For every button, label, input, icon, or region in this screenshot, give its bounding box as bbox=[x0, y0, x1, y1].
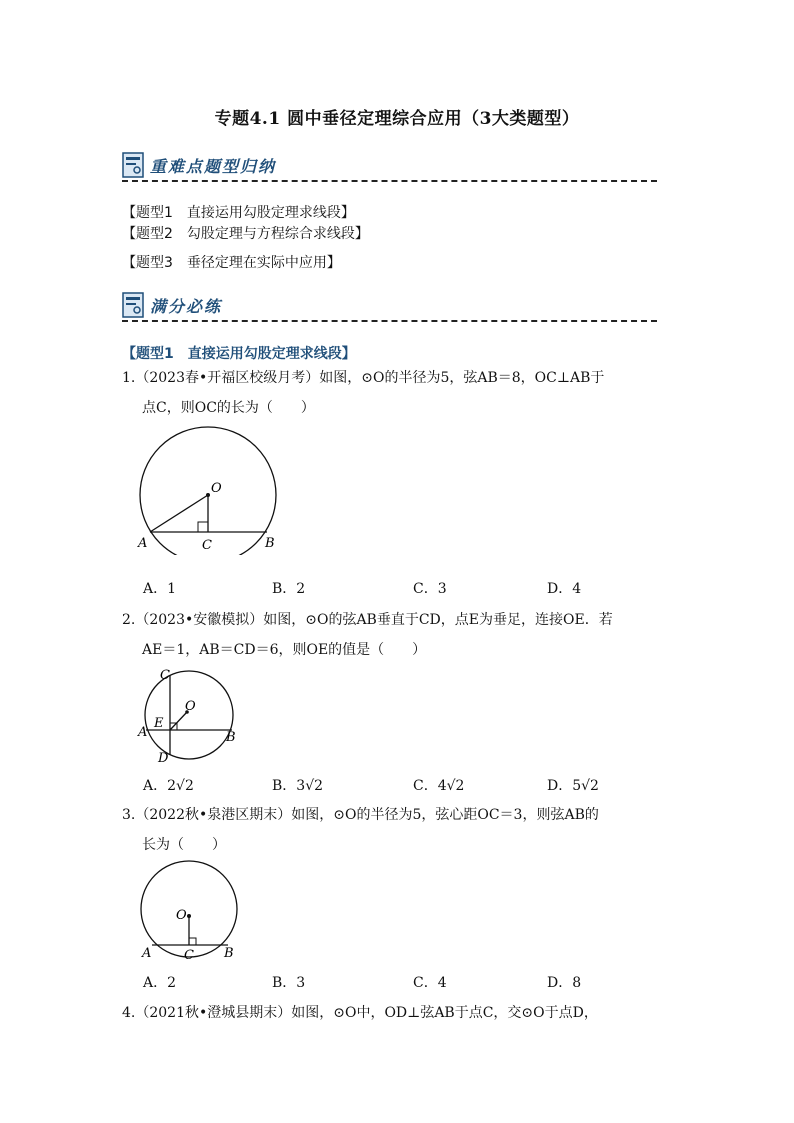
option-d[interactable]: D．4 bbox=[547, 581, 582, 597]
question-text: 1.（2023春•开福区校级月考）如图，⊙O的半径为5，弦AB＝8，OC⊥AB于 bbox=[122, 370, 605, 386]
label-a: A bbox=[142, 946, 152, 961]
label-b: B bbox=[224, 946, 234, 961]
type-list-item: 【题型1 直接运用勾股定理求线段】 bbox=[122, 205, 355, 221]
label-o: O bbox=[185, 699, 196, 714]
option-c[interactable]: C．4√2 bbox=[413, 778, 465, 794]
dashed-divider bbox=[122, 320, 657, 322]
option-c[interactable]: C．4 bbox=[413, 975, 447, 991]
option-b[interactable]: B．3√2 bbox=[272, 778, 324, 794]
page-title: 专题4.1 圆中垂径定理综合应用（3大类题型） bbox=[214, 109, 580, 129]
option-b[interactable]: B．2 bbox=[272, 581, 306, 597]
q2-circle-figure bbox=[134, 664, 244, 766]
label-c: C bbox=[160, 668, 170, 683]
q1-circle-figure bbox=[132, 425, 292, 555]
question-3 bbox=[122, 800, 682, 860]
question-text: 3.（2022秋•泉港区期末）如图，⊙O的半径为5，弦心距OC＝3，则弦AB的 bbox=[122, 807, 599, 823]
section-heading-summary bbox=[122, 152, 662, 182]
q3-circle-figure bbox=[134, 858, 246, 964]
label-o: O bbox=[211, 481, 222, 496]
type-list-item: 【题型3 垂径定理在实际中应用】 bbox=[122, 255, 341, 271]
section-heading-text: 重难点题型归纳 bbox=[150, 157, 277, 176]
option-a[interactable]: A．1 bbox=[143, 581, 177, 597]
question-text: 2.（2023•安徽模拟）如图，⊙O的弦AB垂直于CD，点E为垂足，连接OE．若 bbox=[122, 612, 613, 628]
label-o: O bbox=[176, 908, 187, 923]
type-list-item: 【题型2 勾股定理与方程综合求线段】 bbox=[122, 226, 369, 242]
question-text: 4.（2021秋•澄城县期末）如图，⊙O中，OD⊥弦AB于点C，交⊙O于点D， bbox=[122, 1005, 598, 1021]
document-icon bbox=[122, 292, 144, 318]
label-a: A bbox=[138, 536, 148, 551]
option-c[interactable]: C．3 bbox=[413, 581, 447, 597]
question-2 bbox=[122, 605, 682, 665]
question-text: AE＝1，AB＝CD＝6，则OE的值是（ ） bbox=[142, 642, 427, 658]
option-a[interactable]: A．2√2 bbox=[143, 778, 194, 794]
label-d: D bbox=[158, 751, 169, 766]
option-d[interactable]: D．8 bbox=[547, 975, 582, 991]
section-heading-text: 满分必练 bbox=[150, 297, 223, 316]
section-heading-practice bbox=[122, 292, 662, 322]
question-4 bbox=[122, 998, 682, 1028]
option-a[interactable]: A．2 bbox=[143, 975, 177, 991]
option-d[interactable]: D．5√2 bbox=[547, 778, 599, 794]
question-text: 点C，则OC的长为（ ） bbox=[142, 400, 315, 416]
label-c: C bbox=[184, 948, 194, 963]
label-e: E bbox=[154, 716, 164, 731]
question-1 bbox=[122, 363, 682, 423]
document-icon bbox=[122, 152, 144, 178]
label-b: B bbox=[265, 536, 275, 551]
option-b[interactable]: B．3 bbox=[272, 975, 306, 991]
question-text: 长为（ ） bbox=[142, 837, 226, 853]
dashed-divider bbox=[122, 180, 657, 182]
type-heading: 【题型1 直接运用勾股定理求线段】 bbox=[122, 346, 356, 362]
label-b: B bbox=[226, 730, 236, 745]
label-a: A bbox=[138, 725, 148, 740]
label-c: C bbox=[202, 538, 212, 553]
